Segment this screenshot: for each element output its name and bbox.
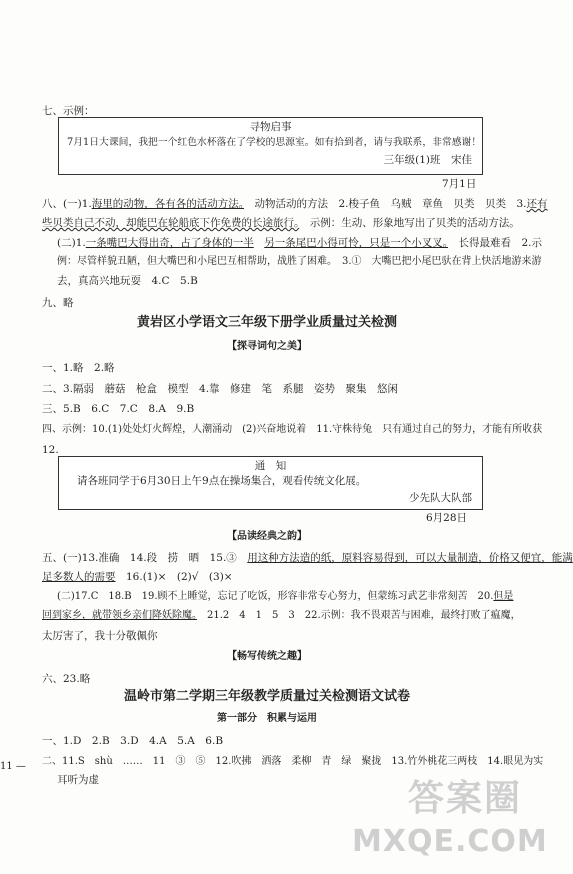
watermark-logo: 答案圈 [408, 778, 523, 819]
lost-notice-sign: 三年级(1)班 宋佳 [383, 154, 472, 166]
section-a-title: 黄岩区小学语文三年级下册学业质量过关检测 [136, 315, 397, 330]
b-q1: 一、1.D 2.B 3.D 4.A 5.A 6.B [42, 735, 224, 747]
q8-line-3 [57, 236, 542, 250]
a-q4: 四、示例：10.(1)处处灯火辉煌，人潮涌动 (2)兴奋地说着 11.守株待兔 只有通过自己的努力，才能有所收获 [42, 424, 543, 435]
a-r3-text: (二)17.C 18.B 19.顾不上睡觉，忘记了吃饭，形容非常专心努力，但蒙练习武艺非常刻苦 20. [57, 591, 494, 602]
q8-l3-underline-1: 一条嘴巴大得出奇，占了身体的一半 [85, 237, 254, 249]
a-r4-text: 21.2 4 1 5 3 22.示例：我不畏艰苦与困难，最终打败了瘟魔， [207, 610, 521, 621]
section-a-head-3: 【畅写传统之趣】 [227, 651, 307, 662]
a-q12: 12. [42, 444, 59, 456]
lost-notice-box [58, 117, 483, 175]
notice-box [58, 456, 483, 510]
q8-line-1 [42, 197, 548, 211]
a-r1-text: 五、(一)13.准确 14.段 捞 晒 15.③ [42, 552, 237, 564]
a-r3-underline: 但是 [493, 591, 514, 602]
a-q3: 三、5.B 6.C 7.C 8.A 9.B [42, 403, 195, 415]
section-b-subtitle: 第一部分 积累与运用 [217, 713, 317, 724]
a-q2: 二、3.隔弱 蘑菇 枪盒 模型 4.靠 修建 笔 系腿 姿势 聚集 悠闲 [42, 383, 399, 395]
q8-l2-wavy: 些贝类自己不动，却能巴在轮船底下作免费的长途旅行。 [42, 217, 300, 229]
a-w1: 六、23.略 [42, 673, 91, 685]
watermark-url: MXQE.COM [352, 824, 548, 859]
section-a-head-2: 【品读经典之韵】 [227, 531, 307, 542]
lost-notice-date: 7月1日 [442, 178, 477, 190]
q8-l1-wavy: 还有 [526, 198, 548, 210]
section-b-title: 温岭市第二学期三年级教学质量过关检测语文试卷 [123, 689, 410, 704]
lost-notice-title: 寻物启事 [249, 121, 292, 133]
q9-text: 九、略 [42, 297, 74, 309]
q8-l3-prefix: (二)1. [57, 237, 86, 249]
q8-line-2 [42, 216, 520, 230]
q8-l1-underline: 海里的动物，各有各的活动方法。 [91, 198, 244, 210]
a-q1: 一、1.略 2.略 [42, 362, 115, 374]
q8-l3-underline-2: 另一条尾巴小得可怜，只是一个小叉叉。 [264, 237, 448, 249]
notice-date: 6月28日 [426, 512, 468, 524]
a-r4 [42, 609, 521, 623]
a-r2-text: 16.(1)× (2)√ (3)× [126, 571, 233, 583]
a-r2-underline: 足多数人的需要 [42, 571, 116, 583]
q8-l3-text: 长得最难看 2.示 [458, 237, 542, 249]
b-q3: 耳听为虚 [57, 774, 99, 786]
a-r3 [57, 590, 513, 604]
notice-sign: 少先队大队部 [409, 492, 472, 504]
q8-l1-prefix: 八、(一)1. [42, 198, 92, 210]
a-r1 [42, 551, 573, 565]
b-q2: 二、11.S shù …… 11 ③ ⑤ 12.吹拂 洒落 柔柳 青 绿 聚拢 13.竹外桃花三两枝 14.眼见为实 [42, 756, 544, 767]
a-r4-underline: 回到家乡，就带领乡亲们降妖除魔。 [42, 610, 197, 621]
q7-heading: 七、示例： [42, 105, 95, 117]
notice-body: 请各班同学于6月30日上午9点在操场集合，观看传统文化展。 [77, 475, 367, 487]
a-r1-underline: 用这种方法造的纸，原料容易得到，可以大量制造，价格又便宜，能满 [247, 552, 573, 564]
notice-title: 通 知 [254, 460, 287, 472]
q8-line-5: 去，真高兴地玩耍 4.C 5.B [57, 275, 198, 287]
section-a-head-1: 【探寻词句之美】 [227, 341, 307, 352]
a-r2 [42, 570, 233, 584]
lost-notice-body: 7月1日大课间，我把一个红色水杯落在了学校的思源室。如有拾到者，请与我联系，非常感谢！ [67, 137, 482, 148]
a-r5: 太厉害了，我十分敬佩你 [42, 630, 158, 642]
page-number: 11 — [0, 761, 26, 772]
q8-line-4: 例：尽管样貌丑陋，但大嘴巴和小尾巴互相帮助，战胜了困难。 3.① 大嘴巴把小尾巴驮在背上快活地游来游 [57, 256, 542, 267]
page-number-text: 11 [0, 761, 13, 772]
q8-l2-text: 示例：生动、形象地写出了贝类的活动方法。 [309, 217, 520, 229]
q8-l1-text: 动物活动的方法 2.梭子鱼 乌贼 章鱼 贝类 贝类 3. [254, 198, 527, 210]
